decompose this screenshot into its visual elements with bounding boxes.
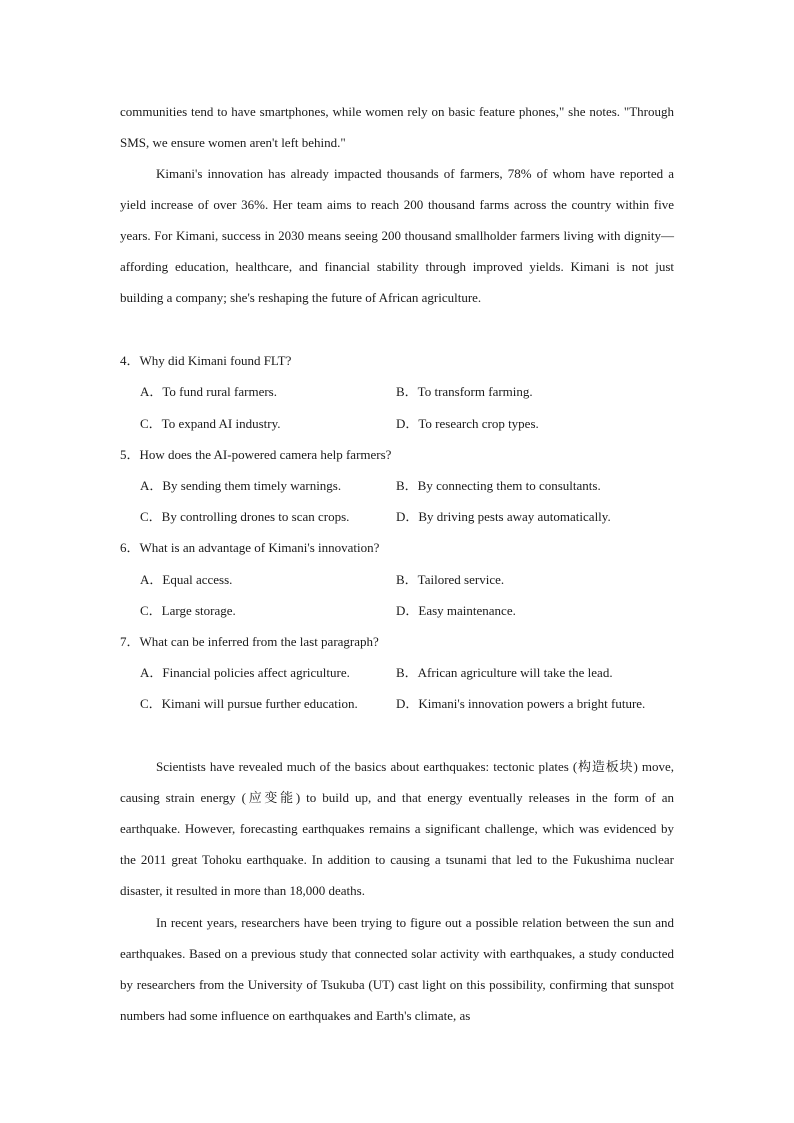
question-5-option-d: D．By driving pests away automatically. bbox=[396, 509, 611, 524]
question-4-option-d: D．To research crop types. bbox=[396, 416, 539, 431]
question-7-option-a: A．Financial policies affect agriculture. bbox=[140, 665, 350, 680]
question-5-option-a: A．By sending them timely warnings. bbox=[140, 478, 342, 493]
passage-b-paragraph-2: In recent years, researchers have been trying to figure out a possible relation between the sun and earthquakes. Based on a previous study that connected solar activity with earthquakes, a study conducted by researchers from the University of Tsukuba (UT) cast light on this possibility, confirming that sunspot numbers had some influence on earthquakes and Earth's climate, as bbox=[120, 915, 674, 1024]
question-7-option-b: B．African agriculture will take the lead. bbox=[396, 665, 613, 680]
question-4-option-c: C．To expand AI industry. bbox=[140, 416, 281, 431]
question-5-option-b: B．By connecting them to consultants. bbox=[396, 478, 601, 493]
question-6-stem: 6．What is an advantage of Kimani's innovation? bbox=[120, 540, 380, 555]
question-7-option-d: D．Kimani's innovation powers a bright future. bbox=[396, 696, 646, 711]
question-4-stem: 4．Why did Kimani found FLT? bbox=[120, 353, 292, 368]
passage-a-paragraph-1: communities tend to have smartphones, while women rely on basic feature phones," she notes. "Through SMS, we ensure women aren't left behind." bbox=[120, 104, 674, 151]
passage-b-paragraph-1: Scientists have revealed much of the basics about earthquakes: tectonic plates (构造板块) move, causing strain energy (应变能) to build up, and that energy eventually releases in the form of an earthquake. However, forecasting earthquakes remains a significant challenge, which was evidenced by the 2011 great Tohoku earthquake. In addition to causing a tsunami that led to the Fukushima nuclear disaster, it resulted in more than 18,000 deaths. bbox=[120, 759, 674, 899]
question-5-option-c: C．By controlling drones to scan crops. bbox=[140, 509, 350, 524]
question-5-stem: 5．How does the AI-powered camera help farmers? bbox=[120, 447, 392, 462]
question-7-option-c: C．Kimani will pursue further education. bbox=[140, 696, 358, 711]
question-6-option-a: A．Equal access. bbox=[140, 572, 233, 587]
passage-a-paragraph-2: Kimani's innovation has already impacted thousands of farmers, 78% of whom have reported a yield increase of over 36%. Her team aims to reach 200 thousand farms across the country within five years. For Kimani, success in 2030 means seeing 200 thousand smallholder farmers living with dignity—affording education, healthcare, and financial stability through improved yields. Kimani is not just building a company; she's reshaping the future of African agriculture. bbox=[120, 166, 674, 306]
question-6-option-c: C．Large storage. bbox=[140, 603, 236, 618]
question-6-option-d: D．Easy maintenance. bbox=[396, 603, 516, 618]
question-4-option-b: B．To transform farming. bbox=[396, 384, 533, 399]
question-7-stem: 7．What can be inferred from the last paragraph? bbox=[120, 634, 379, 649]
question-4-option-a: A．To fund rural farmers. bbox=[140, 384, 277, 399]
question-6-option-b: B．Tailored service. bbox=[396, 572, 505, 587]
